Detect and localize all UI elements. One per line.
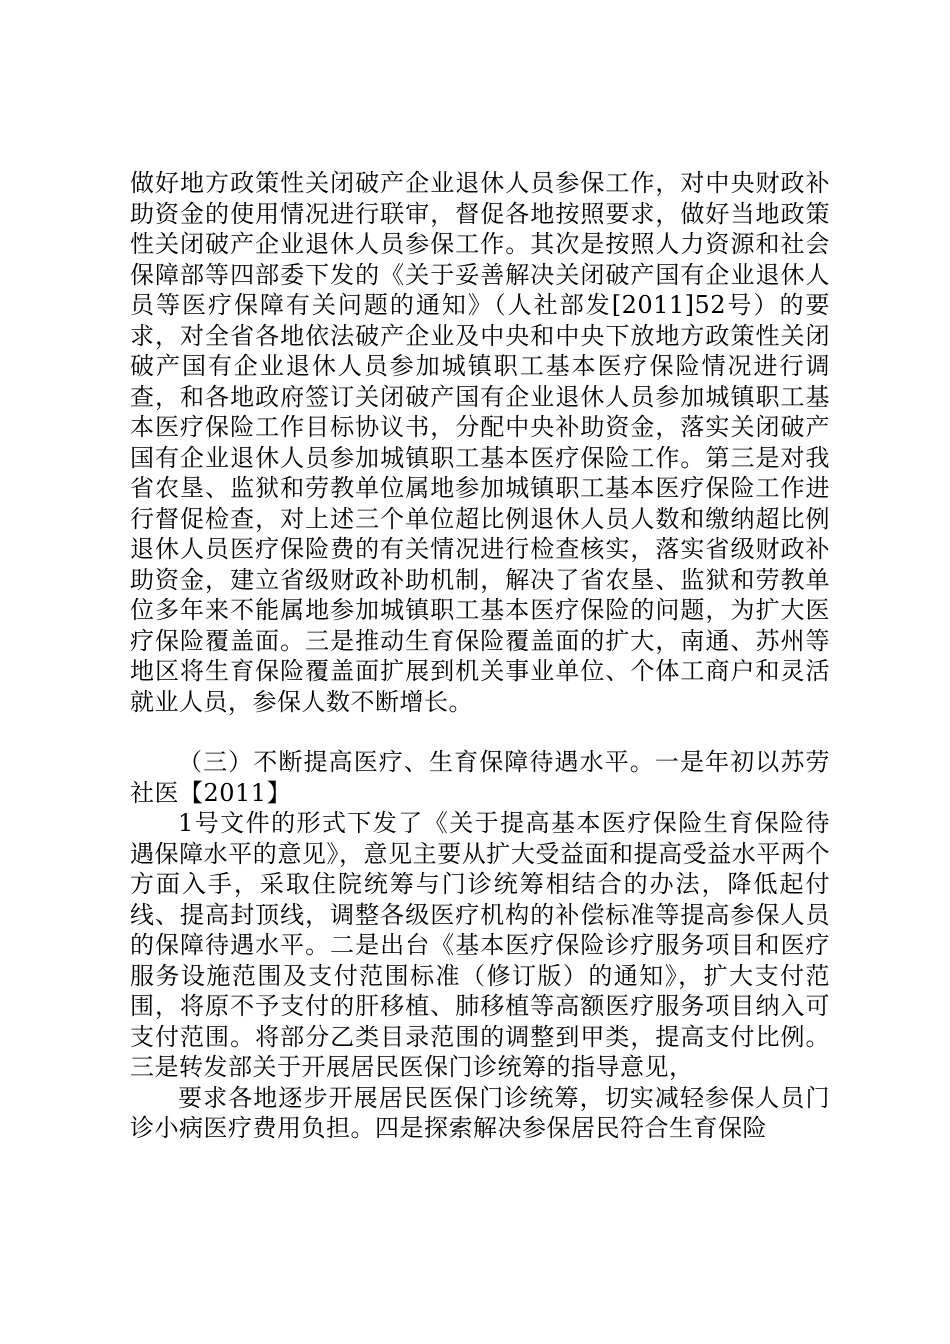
document-page xyxy=(130,168,830,1144)
paragraph-benefit-policies: 1号文件的形式下发了《关于提高基本医疗保险生育保险待遇保障水平的意见》，意见主要从扩大受益面和提高受益水平两个方面入手，采取住院统筹与门诊统筹相结合的办法，降低起付线、提高封顶线，调整各级医疗机构的补偿标准等提高参保人员的保障待遇水平。二是出台《基本医疗保险诊疗服务项目和医疗服务设施范围及支付范围标准（修订版）的通知》，扩大支付范围，将原不予支付的肝移植、肺移植等高额医疗服务项目纳入可支付范围。将部分乙类目录范围的调整到甲类，提高支付比例。三是转发部关于开展居民医保门诊统筹的指导意见， xyxy=(130,809,830,1081)
paragraph-outpatient-pooling: 要求各地逐步开展居民医保门诊统筹，切实减轻参保人员门诊小病医疗费用负担。四是探索解决参保居民符合生育保险 xyxy=(130,1083,830,1142)
section-heading-benefits: （三）不断提高医疗、生育保障待遇水平。一是年初以苏劳社医【2011】 xyxy=(130,748,830,807)
paragraph-coverage-expansion: 做好地方政策性关闭破产企业退休人员参保工作，对中央财政补助资金的使用情况进行联审，督促各地按照要求，做好当地政策性关闭破产企业退休人员参保工作。其次是按照人力资源和社会保障部等四部委下发的《关于妥善解决关闭破产国有企业退休人员等医疗保障有关问题的通知》（人社部发[2011]52号）的要求，对全省各地依法破产企业及中央和中央下放地方政策性关闭破产国有企业退休人员参加城镇职工基本医疗保险情况进行调查，和各地政府签订关闭破产国有企业退休人员参加城镇职工基本医疗保险工作目标协议书，分配中央补助资金，落实关闭破产国有企业退休人员参加城镇职工基本医疗保险工作。第三是对我省农垦、监狱和劳教单位属地参加城镇职工基本医疗保险工作进行督促检查，对上述三个单位超比例退休人员人数和缴纳超比例退休人员医疗保险费的有关情况进行检查核实，落实省级财政补助资金，建立省级财政补助机制，解决了省农垦、监狱和劳教单位多年来不能属地参加城镇职工基本医疗保险的问题，为扩大医疗保险覆盖面。三是推动生育保险覆盖面的扩大，南通、苏州等地区将生育保险覆盖面扩展到机关事业单位、个体工商户和灵活就业人员，参保人数不断增长。 xyxy=(130,169,830,716)
